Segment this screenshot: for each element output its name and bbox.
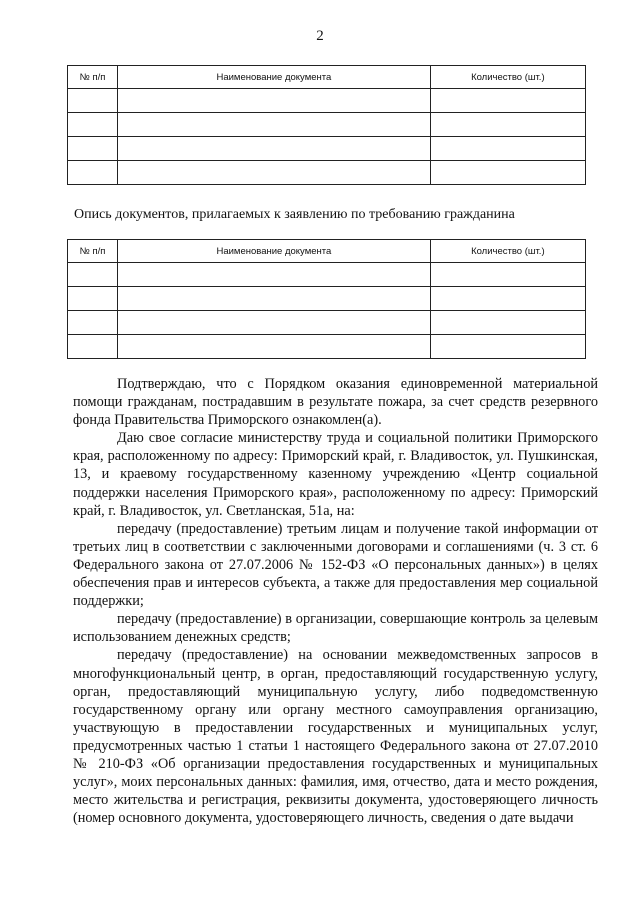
table-row	[68, 113, 586, 137]
table-cell	[118, 311, 431, 335]
consent-text	[73, 375, 598, 827]
table-header-row	[68, 240, 586, 263]
table-cell	[430, 137, 585, 161]
column-header-number: № п/п	[68, 66, 118, 89]
table-cell	[68, 89, 118, 113]
table-cell	[68, 263, 118, 287]
table-cell	[68, 137, 118, 161]
table-cell	[430, 263, 585, 287]
paragraph-third-party-transfer: передачу (предоставление) третьим лицам и получение такой информации от третьих лиц в соответствии с заключенными договорами и соглашениями (ч. 3 ст. 6 Федерального закона от 27.07.2006 № 152-ФЗ «О персональных данных») в целях обеспечения прав и интересов субъекта, а также для предоставления мер социальной поддержки;	[73, 520, 598, 610]
table-cell	[118, 113, 431, 137]
table-row	[68, 287, 586, 311]
table-cell	[430, 287, 585, 311]
table-cell	[68, 161, 118, 185]
table-cell	[68, 311, 118, 335]
column-header-number: № п/п	[68, 240, 118, 263]
table-cell	[118, 137, 431, 161]
table-row	[68, 89, 586, 113]
documents-table-2	[67, 239, 586, 359]
table-cell	[430, 89, 585, 113]
table-cell	[430, 113, 585, 137]
table-row	[68, 311, 586, 335]
table-cell	[118, 335, 431, 359]
inventory-caption: Опись документов, прилагаемых к заявлению по требованию гражданина	[74, 207, 515, 222]
column-header-quantity: Количество (шт.)	[430, 240, 585, 263]
column-header-document-name: Наименование документа	[118, 66, 431, 89]
table-cell	[430, 335, 585, 359]
table-cell	[118, 161, 431, 185]
table-row	[68, 335, 586, 359]
table-row	[68, 263, 586, 287]
paragraph-control-organizations: передачу (предоставление) в организации, совершающие контроль за целевым использованием денежных средств;	[73, 611, 598, 646]
table-header-row	[68, 66, 586, 89]
table-cell	[68, 113, 118, 137]
page-number: 2	[316, 28, 324, 44]
table-cell	[430, 311, 585, 335]
table-cell	[68, 335, 118, 359]
paragraph-acknowledgement: Подтверждаю, что с Порядком оказания единовременной материальной помощи гражданам, пострадавшим в результате пожара, за счет средств резервного фонда Правительства Приморского ознакомлен(а).	[73, 376, 598, 429]
paragraph-consent-intro: Даю свое согласие министерству труда и социальной политики Приморского края, расположенному по адресу: Приморский край, г. Владивосток, ул. Пушкинская, 13, и краевому государственному казенному учреждению «Центр социальной поддержки населения Приморского края», расположенному по адресу: Приморский край, г. Владивосток, ул. Светланская, 51а, на:	[73, 430, 598, 519]
column-header-quantity: Количество (шт.)	[430, 66, 585, 89]
paragraph-interagency-requests: передачу (предоставление) на основании межведомственных запросов в многофункциональный центр, в орган, предоставляющий государственную услугу, орган, предоставляющий муниципальную услугу, либо подведомственную государственному органу или органу местного самоуправления организацию, участвующую в предоставлении государственных и муниципальных услуг, предусмотренных частью 1 статьи 1 настоящего Федерального закона от 27.07.2010 № 210-ФЗ «Об организации предоставления государственных и муниципальных услуг», моих персональных данных: фамилия, имя, отчество, дата и место рождения, место жительства и регистрация, реквизиты документа, удостоверяющего личность (номер основного документа, удостоверяющего личность, сведения о дате выдачи	[73, 647, 598, 827]
table-row	[68, 137, 586, 161]
documents-table-1	[67, 65, 586, 185]
table-cell	[118, 263, 431, 287]
table-row	[68, 161, 586, 185]
table-cell	[430, 161, 585, 185]
table-cell	[68, 287, 118, 311]
table-cell	[118, 89, 431, 113]
column-header-document-name: Наименование документа	[118, 240, 431, 263]
table-cell	[118, 287, 431, 311]
